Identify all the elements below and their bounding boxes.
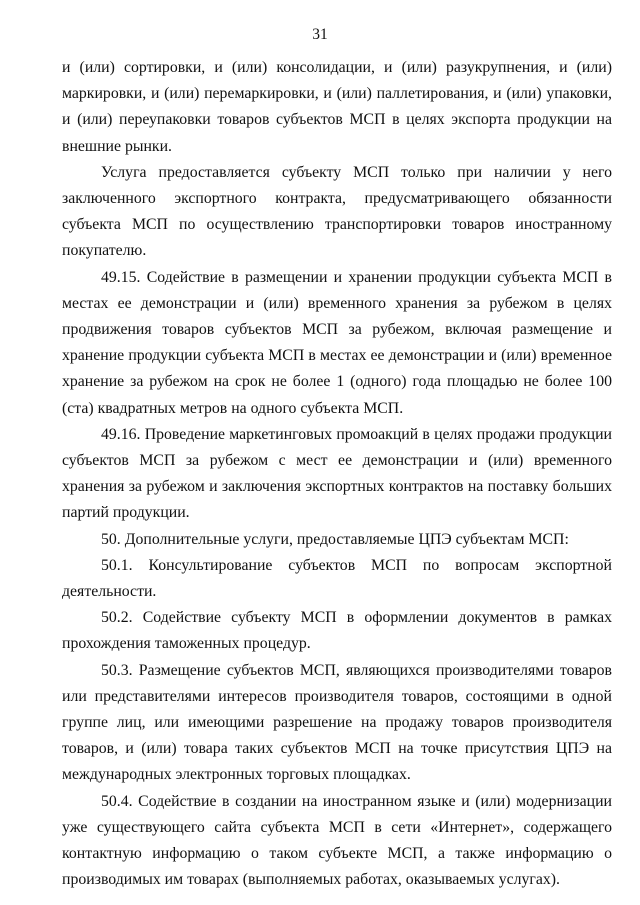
paragraph-49-15: 49.15. Содействие в размещении и хранении продукции субъекта МСП в местах ее демонстрации и (или) временного хранения за рубежом в целях продвижения товаров субъектов МСП за рубежом, включая размещение и хранение продукции субъекта МСП в местах ее демонстрации и (или) временное хранение за рубежом на срок не более 1 (одного) года площадью не более 100 (ста) квадратных метров на одного субъекта МСП. xyxy=(62,268,612,417)
paragraph-continuation: и (или) сортировки, и (или) консолидации, и (или) разукрупнения, и (или) маркировки, и (или) перемаркировки, и (или) паллетирования, и (или) упаковки, и (или) переупаковки товаров субъектов МСП в целях экспорта продукции на внешние рынки. xyxy=(62,59,612,155)
paragraph-50-1: 50.1. Консультирование субъектов МСП по вопросам экспортной деятельности. xyxy=(62,556,612,601)
paragraph-50-2: 50.2. Содействие субъекту МСП в оформлении документов в рамках прохождения таможенных процедур. xyxy=(62,609,612,653)
paragraph-service-condition: Услуга предоставляется субъекту МСП только при наличии у него заключенного экспортного контракта, предусматривающего обязанности субъекта МСП по осуществлению транспортировки товаров иностранному покупателю. xyxy=(62,163,612,260)
page-number: 31 xyxy=(312,26,328,43)
paragraph-49-16: 49.16. Проведение маркетинговых промоакций в целях продажи продукции субъектов МСП за рубежом с мест ее демонстрации и (или) временного хранения за рубежом и заключения экспортных контрактов на поставку больших партий продукции. xyxy=(62,425,612,522)
paragraph-50: 50. Дополнительные услуги, предоставляемые ЦПЭ субъектам МСП: xyxy=(101,530,569,548)
paragraph-50-4: 50.4. Содействие в создании на иностранном языке и (или) модернизации уже существующего сайта субъекта МСП в сети «Интернет», содержащего контактную информацию о таком субъекте МСП, а также информацию о производимых им товарах (выполняемых работах, оказываемых услугах). xyxy=(62,792,612,889)
document-body xyxy=(62,55,612,894)
paragraph-50-3: 50.3. Размещение субъектов МСП, являющихся производителями товаров или представителями интересов производителя товаров, состоящими в одной группе лиц, или имеющими разрешение на продажу товаров производителя товаров, и (или) товара таких субъектов МСП на точке присутствия ЦПЭ на международных электронных торговых площадках. xyxy=(62,661,612,784)
